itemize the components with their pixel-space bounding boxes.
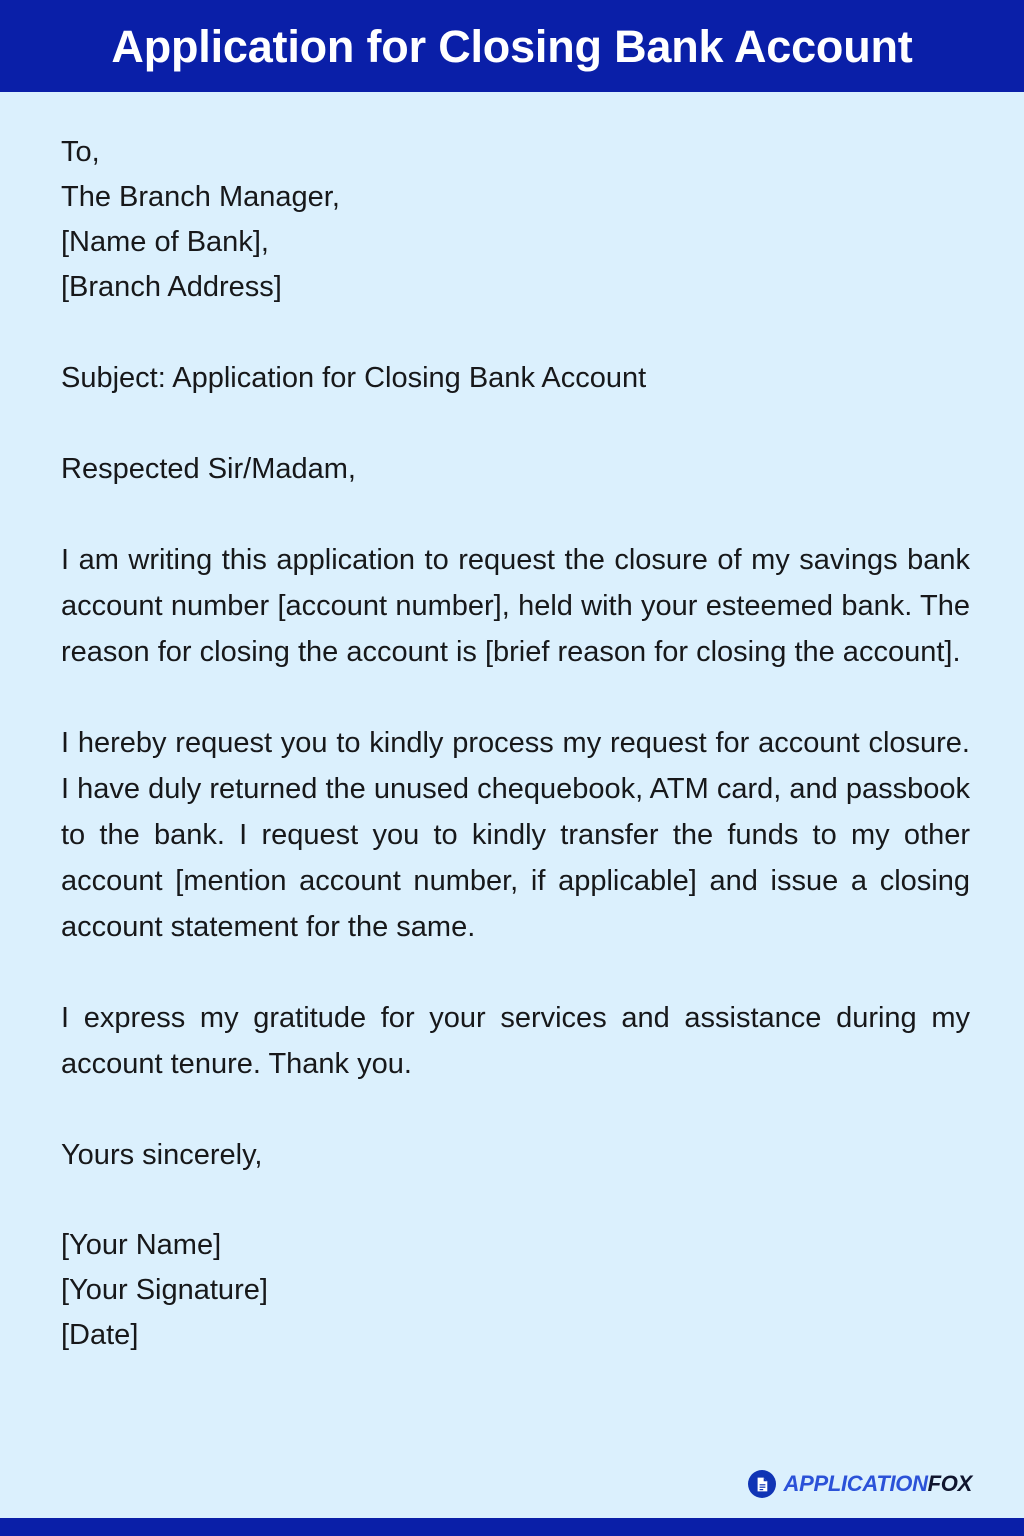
brand-wordmark [783,1473,972,1495]
brand-logo [748,1470,972,1498]
header-banner [0,0,1024,92]
closing-line: Yours sincerely, [61,1139,263,1171]
spacer-after-paragraph-1 [61,675,970,720]
spacer-after-recipient [61,310,970,355]
brand-name-secondary: FOX [927,1471,972,1496]
recipient-line-to: To, [61,136,100,168]
brand-name-primary: APPLICATION [783,1471,928,1496]
subject-line: Subject: Application for Closing Bank Account [61,362,647,394]
spacer-after-salutation [61,492,970,537]
letter-body [0,92,1024,1518]
footer-bar [0,1518,1024,1536]
spacer-after-paragraph-2 [61,950,970,995]
spacer-after-paragraph-3 [61,1087,970,1132]
signature-signature: [Your Signature] [61,1274,268,1306]
recipient-line-branch-address: [Branch Address] [61,271,282,303]
salutation: Respected Sir/Madam, [61,453,356,485]
spacer-after-closing [61,1178,970,1223]
document-icon [748,1470,776,1498]
body-paragraph-1: I am writing this application to request the closure of my savings bank account number [account number], held with your esteemed bank. The reason for closing the account is [brief reason for closing the account]. [61,544,970,668]
spacer-after-subject [61,401,970,446]
signature-name: [Your Name] [61,1229,222,1261]
page-title: Application for Closing Bank Account [111,20,913,72]
recipient-line-branch-manager: The Branch Manager, [61,181,340,213]
recipient-block [61,130,970,310]
body-paragraph-3: I express my gratitude for your services and assistance during my account tenure. Thank you. [61,1002,970,1080]
signature-block [61,1223,970,1358]
signature-date: [Date] [61,1319,139,1351]
recipient-line-bank-name: [Name of Bank], [61,226,269,258]
body-paragraph-2: I hereby request you to kindly process my request for account closure. I have duly returned the unused chequebook, ATM card, and passbook to the bank. I request you to kindly transfer the funds to my other account [mention account number, if applicable] and issue a closing account statement for the same. [61,727,970,943]
